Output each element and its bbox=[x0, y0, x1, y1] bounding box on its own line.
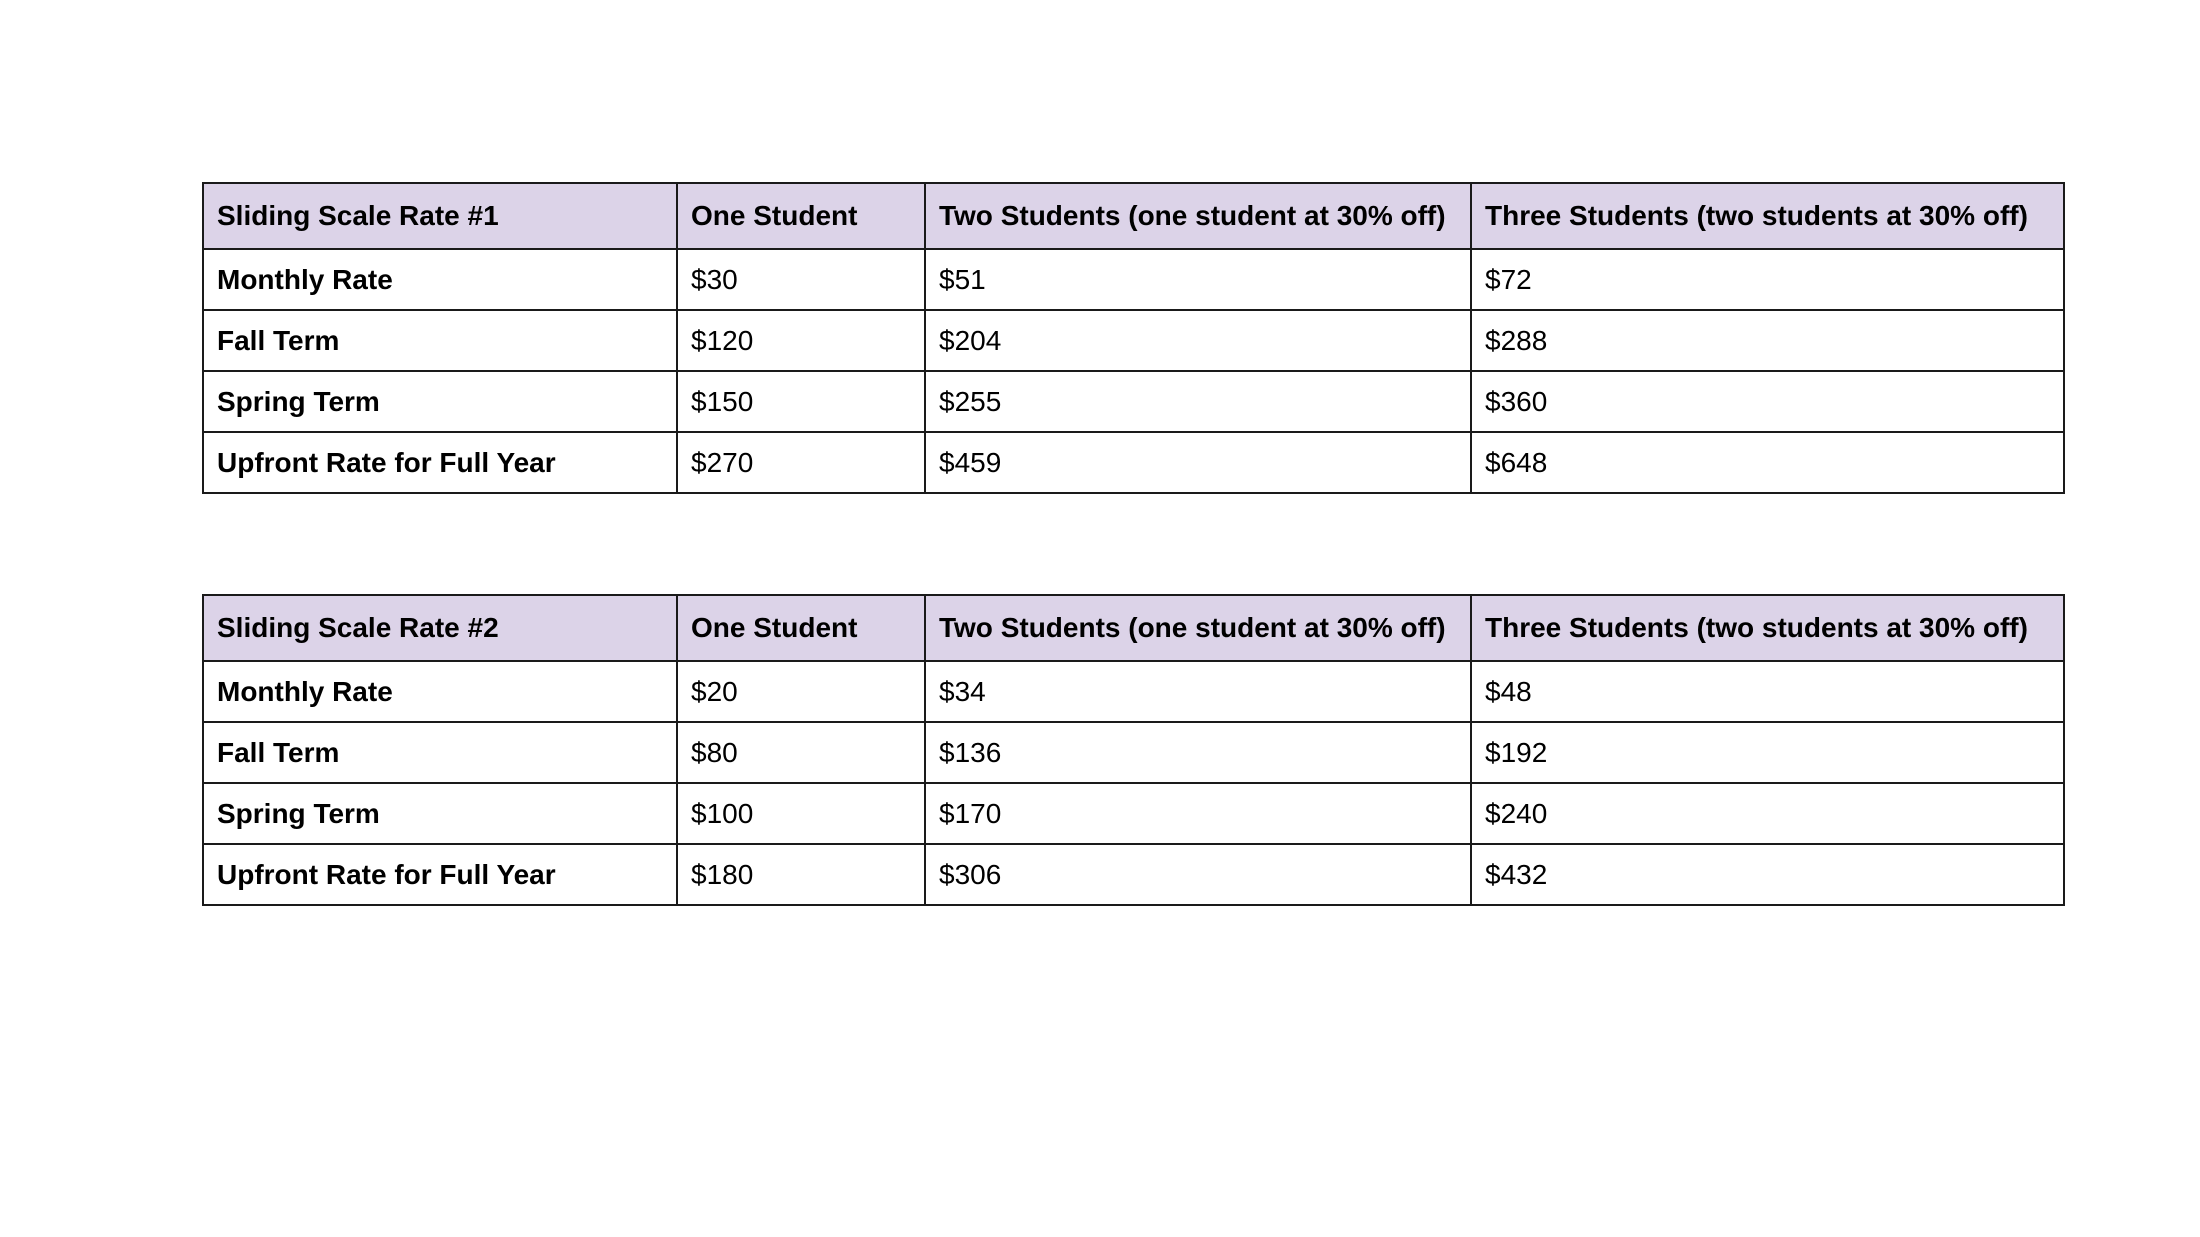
table-row bbox=[203, 844, 2064, 905]
table-cell: $180 bbox=[677, 844, 925, 905]
table-cell: $48 bbox=[1471, 661, 2064, 722]
table-cell: $120 bbox=[677, 310, 925, 371]
table-cell: $80 bbox=[677, 722, 925, 783]
table-header-row bbox=[203, 595, 2064, 661]
header-cell-one-student: One Student bbox=[677, 595, 925, 661]
table-row bbox=[203, 783, 2064, 844]
table-cell: $459 bbox=[925, 432, 1471, 493]
row-label-monthly-rate: Monthly Rate bbox=[203, 661, 677, 722]
table-row bbox=[203, 432, 2064, 493]
header-cell-two-students: Two Students (one student at 30% off) bbox=[925, 183, 1471, 249]
table-cell: $192 bbox=[1471, 722, 2064, 783]
table-cell: $360 bbox=[1471, 371, 2064, 432]
row-label-upfront-rate: Upfront Rate for Full Year bbox=[203, 844, 677, 905]
table-cell: $270 bbox=[677, 432, 925, 493]
table-cell: $306 bbox=[925, 844, 1471, 905]
table-cell: $432 bbox=[1471, 844, 2064, 905]
header-cell-two-students: Two Students (one student at 30% off) bbox=[925, 595, 1471, 661]
table-cell: $255 bbox=[925, 371, 1471, 432]
sliding-scale-rate-2-table bbox=[202, 594, 2065, 906]
table-cell: $150 bbox=[677, 371, 925, 432]
table-row bbox=[203, 371, 2064, 432]
row-label-fall-term: Fall Term bbox=[203, 310, 677, 371]
header-cell-rate-name: Sliding Scale Rate #1 bbox=[203, 183, 677, 249]
table-cell: $20 bbox=[677, 661, 925, 722]
row-label-upfront-rate: Upfront Rate for Full Year bbox=[203, 432, 677, 493]
table-cell: $170 bbox=[925, 783, 1471, 844]
header-cell-three-students: Three Students (two students at 30% off) bbox=[1471, 595, 2064, 661]
sliding-scale-rate-1-table bbox=[202, 182, 2065, 494]
row-label-spring-term: Spring Term bbox=[203, 783, 677, 844]
table-cell: $100 bbox=[677, 783, 925, 844]
table-cell: $136 bbox=[925, 722, 1471, 783]
table-cell: $240 bbox=[1471, 783, 2064, 844]
table-cell: $30 bbox=[677, 249, 925, 310]
table-row bbox=[203, 310, 2064, 371]
table-cell: $51 bbox=[925, 249, 1471, 310]
table-cell: $72 bbox=[1471, 249, 2064, 310]
table-cell: $204 bbox=[925, 310, 1471, 371]
table-cell: $288 bbox=[1471, 310, 2064, 371]
row-label-monthly-rate: Monthly Rate bbox=[203, 249, 677, 310]
table-row bbox=[203, 661, 2064, 722]
table-row bbox=[203, 249, 2064, 310]
row-label-spring-term: Spring Term bbox=[203, 371, 677, 432]
header-cell-three-students: Three Students (two students at 30% off) bbox=[1471, 183, 2064, 249]
row-label-fall-term: Fall Term bbox=[203, 722, 677, 783]
table-row bbox=[203, 722, 2064, 783]
header-cell-one-student: One Student bbox=[677, 183, 925, 249]
header-cell-rate-name: Sliding Scale Rate #2 bbox=[203, 595, 677, 661]
table-header-row bbox=[203, 183, 2064, 249]
table-cell: $34 bbox=[925, 661, 1471, 722]
table-cell: $648 bbox=[1471, 432, 2064, 493]
